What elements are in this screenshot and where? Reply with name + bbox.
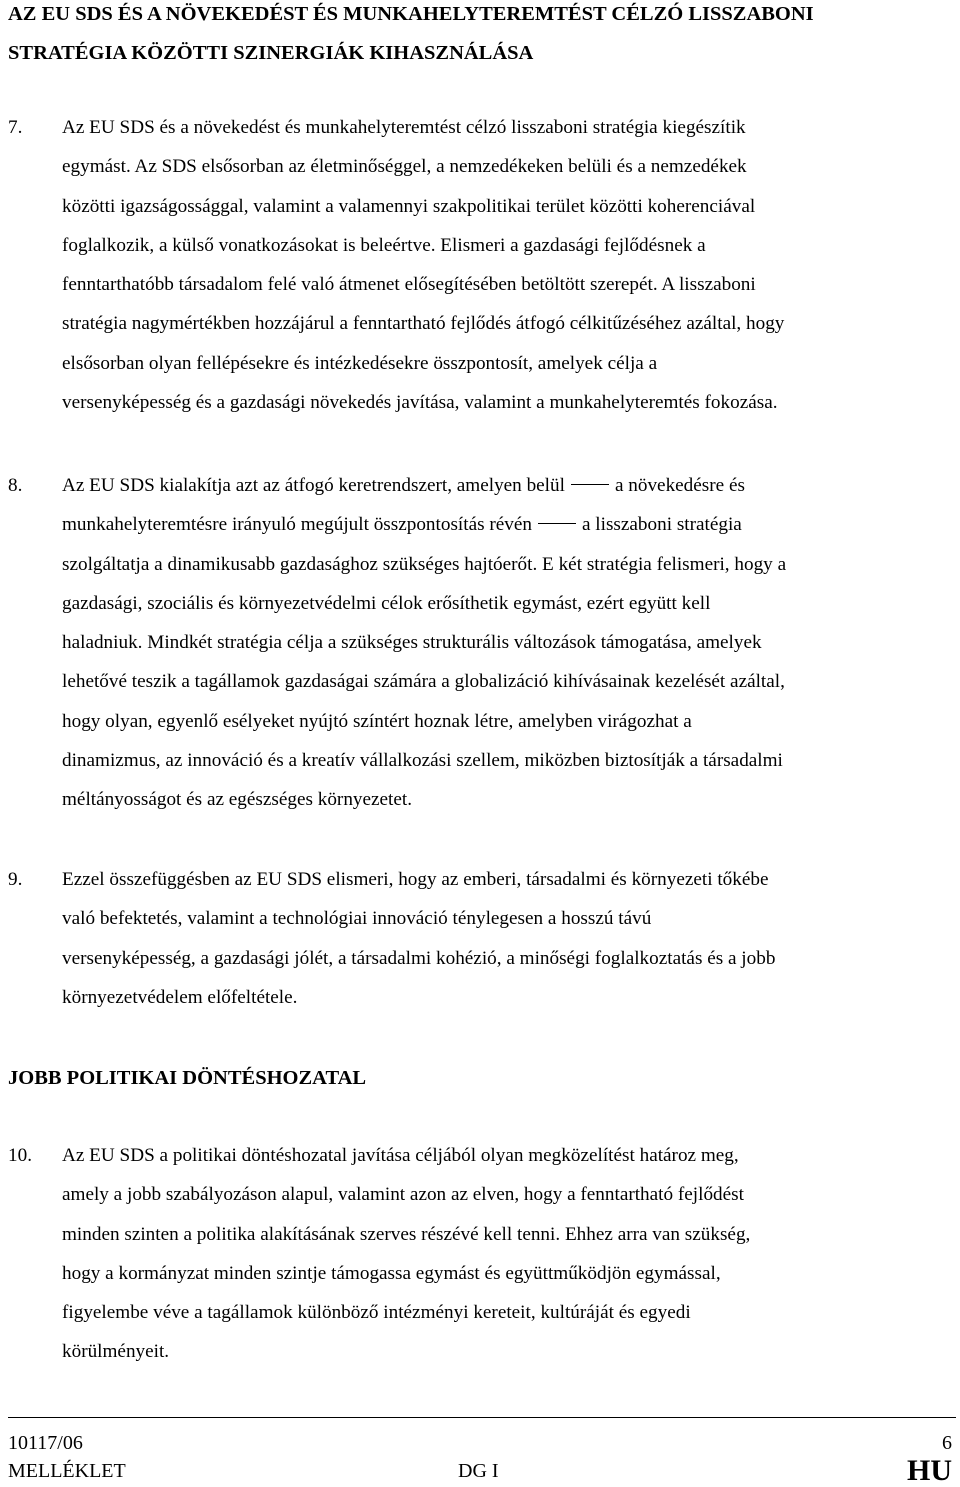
language-code: HU [907,1454,952,1487]
paragraph-line: dinamizmus, az innováció és a kreatív vállalkozási szellem, miközben biztosítják a társadalmi [62,750,783,772]
paragraph-line: haladniuk. Mindkét stratégia célja a szükséges strukturális változások támogatása, amelyek [62,632,762,654]
paragraph-line: való befektetés, valamint a technológiai innováció ténylegesen a hosszú távú [62,908,652,930]
paragraph-number: 8. [8,475,23,496]
paragraph-text: Az EU SDS kialakítja azt az átfogó keretrendszert, amelyen belül [62,475,565,496]
paragraph-line: körülményeit. [62,1341,170,1363]
paragraph-text: a növekedésre és [614,475,745,496]
paragraph-line [8,466,958,505]
paragraph-line: szolgáltatja a dinamikusabb gazdasághoz szükséges hajtóerőt. E két stratégia felismeri, hogy a [62,553,787,575]
em-dash [538,523,576,524]
paragraph-line: környezetvédelem előfeltétele. [62,986,298,1008]
paragraph-text: munkahelyteremtésre irányuló megújult összpontosítás révén [62,514,532,536]
paragraph-line [8,505,958,544]
paragraph-line: amely a jobb szabályozáson alapul, valamint azon az elven, hogy a fenntartható fejlődést [62,1184,744,1206]
paragraph-number: 9. [8,869,23,890]
paragraph-7 [8,108,958,422]
paragraph-line: minden szinten a politika alakításának szerves részévé kell tenni. Ehhez arra van szükség, [62,1223,751,1245]
page-footer [8,1417,956,1487]
paragraph-line: fenntarthatóbb társadalom felé való átmenet elősegítésében betöltött szerepét. A lisszaboni [62,274,756,296]
paragraph-9 [8,860,958,1017]
section-heading: JOBB POLITIKAI DÖNTÉSHOZATAL [8,1067,367,1089]
paragraph-number: 7. [8,117,23,138]
section-heading [8,0,958,73]
section-heading-line: AZ EU SDS ÉS A NÖVEKEDÉST ÉS MUNKAHELYTEREMTÉST CÉLZÓ LISSZABONI [8,3,814,25]
paragraph-line: foglalkozik, a külső vonatkozásokat is beleértve. Elismeri a gazdasági fejlődésnek a [62,234,706,256]
paragraph-8 [8,466,958,820]
paragraph-line: versenyképesség és a gazdasági növekedés javítása, valamint a munkahelyteremtés fokozása. [62,392,778,414]
paragraph-line: elsősorban olyan fellépésekre és intézkedésekre összpontosít, amelyek célja a [62,352,658,374]
paragraph-line: versenyképesség, a gazdasági jólét, a társadalmi kohézió, a minőségi foglalkoztatás és a jobb [62,947,776,969]
paragraph-10 [8,1136,958,1372]
directorate-label: DG I [458,1460,499,1482]
paragraph-line: lehetővé teszik a tagállamok gazdaságai számára a globalizáció kihívásainak kezelését azáltal, [62,671,785,693]
footer-divider [8,1417,956,1418]
paragraph-line: Ezzel összefüggésben az EU SDS elismeri, hogy az emberi, társadalmi és környezeti tőkébe [62,869,769,890]
paragraph-line: közötti igazságossággal, valamint a valamennyi szakpolitikai terület közötti koherenciával [62,195,756,217]
paragraph-line: hogy olyan, egyenlő esélyeket nyújtó színtért hoznak létre, amelyben virágozhat a [62,710,692,732]
paragraph-line: gazdasági, szociális és környezetvédelmi célok erősíthetik egymást, ezért együtt kell [62,592,711,614]
paragraph-line: figyelembe véve a tagállamok különböző intézményi kereteit, kultúráját és egyedi [62,1302,691,1324]
paragraph-line: Az EU SDS a politikai döntéshozatal javítása céljából olyan megközelítést határoz meg, [62,1145,739,1166]
paragraph-text: a lisszaboni stratégia [581,514,742,536]
paragraph-line: egymást. Az SDS elsősorban az életminőséggel, a nemzedékeken belüli és a nemzedékek [62,156,747,178]
paragraph-line: Az EU SDS és a növekedést és munkahelyteremtést célzó lisszaboni stratégia kiegészítik [62,117,746,138]
annex-label: MELLÉKLET [8,1460,126,1482]
page-number: 6 [942,1432,952,1454]
paragraph-line: hogy a kormányzat minden szintje támogassa egymást és együttműködjön egymással, [62,1262,721,1284]
document-number: 10117/06 [8,1432,83,1454]
paragraph-number: 10. [8,1145,32,1166]
paragraph-line: méltányosságot és az egészséges környezetet. [62,789,413,811]
paragraph-line: stratégia nagymértékben hozzájárul a fenntartható fejlődés átfogó célkitűzéséhez azáltal, hogy [62,313,785,335]
section-heading-line: STRATÉGIA KÖZÖTTI SZINERGIÁK KIHASZNÁLÁSA [8,42,534,64]
em-dash [571,484,609,485]
